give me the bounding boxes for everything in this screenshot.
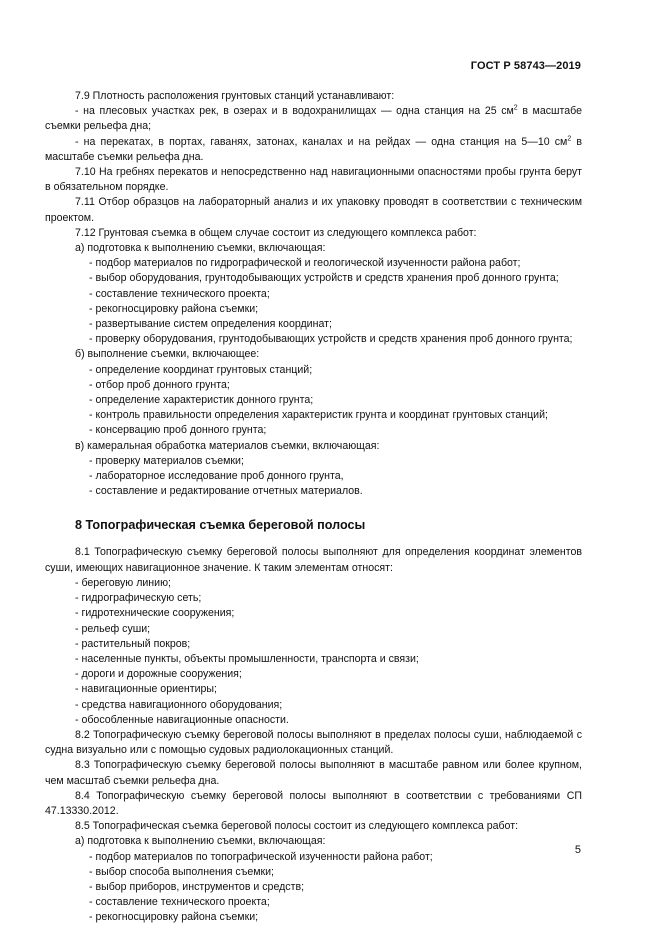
list-item: - развертывание систем определения координат; — [89, 318, 332, 331]
list-heading: а) подготовка к выполнению съемки, включающая: — [75, 835, 326, 848]
list-item: - определение координат грунтовых станций; — [89, 363, 313, 376]
list-item: - подбор материалов по гидрографической и геологической изученности района работ; — [89, 257, 521, 270]
paragraph-7-9: 7.9 Плотность расположения грунтовых станций устанавливают: — [75, 90, 395, 102]
list-item: - рекогносцировку района съемки; — [89, 302, 259, 315]
list-heading: б) выполнение съемки, включающее: — [75, 348, 260, 361]
list-item: - растительный покров; — [75, 637, 191, 650]
list-item: - на перекатах, в портах, гаванях, затонах, каналах и на рейдах — одна станция на 5—10 $см^2$ в масштабе съемки рельефа дна. — [45, 135, 583, 163]
list-item: - рекогносцировку района съемки; — [89, 911, 259, 924]
paragraph-8-2: 8.2 Топографическую съемку береговой полосы выполняют в пределах полосы суши, наблюдаемой с судна визуально или с помощью судовых радиолокационных станций. — [45, 728, 582, 757]
list-item: - определение характеристик донного грунта; — [89, 394, 314, 407]
list-item: - гидротехнические сооружения; — [75, 607, 235, 620]
list-item: - лабораторное исследование проб донного грунта, — [89, 470, 344, 483]
list-item: - составление технического проекта; — [89, 896, 270, 909]
list-item: - на плесовых участках рек, в озерах и в водохранилищах — одна станция на 25 $см^2$ в масштабе съемки рельефа дна; — [45, 104, 582, 133]
paragraph-7-12: 7.12 Грунтовая съемка в общем случае состоит из следующего комплекса работ: — [75, 226, 477, 239]
section-heading: 8 Топографическая съемка береговой полосы — [75, 518, 366, 533]
list-item: - дороги и дорожные сооружения; — [75, 668, 242, 681]
list-item: - проверку оборудования, грунтодобывающих устройств и средств хранения проб донного грунта; — [89, 333, 573, 346]
list-item: - проверку материалов съемки; — [89, 454, 244, 467]
paragraph-8-1: 8.1 Топографическую съемку береговой полосы выполняют для определения координат элементов суши, имеющих навигационное значение. К таким элементам относят: — [45, 546, 582, 574]
page-number: 5 — [574, 844, 581, 856]
paragraph-8-3: 8.3 Топографическую съемку береговой полосы выполняют в масштабе равном или более крупном, чем масштаб съемки рельефа дна. — [45, 759, 582, 787]
list-item: - рельеф суши; — [75, 622, 151, 635]
list-item: - составление технического проекта; — [89, 287, 270, 300]
list-heading: в) камеральная обработка материалов съемки, включающая: — [75, 439, 380, 452]
list-item: - средства навигационного оборудования; — [75, 698, 283, 711]
document-code-header: ГОСТ Р 58743—2019 — [470, 60, 581, 72]
list-item: - населенные пункты, объекты промышленности, транспорта и связи; — [75, 652, 419, 665]
paragraph-7-10: 7.10 На гребнях перекатов и непосредственно над навигационными опасностями пробы грунта берут в обязательном порядке. — [45, 166, 582, 194]
list-item: - консервацию проб донного грунта; — [89, 424, 267, 437]
page-body — [45, 89, 582, 926]
list-item: - отбор проб донного грунта; — [89, 378, 230, 391]
list-item: - навигационные ориентиры; — [75, 683, 217, 696]
list-heading: а) подготовка к выполнению съемки, включающая: — [75, 242, 326, 255]
list-item: - выбор способа выполнения съемки; — [89, 865, 274, 878]
paragraph-8-4: 8.4 Топографическую съемку береговой полосы выполняют в соответствии с требованиями СП 47.13330.2012. — [45, 789, 582, 817]
list-item: - гидрографическую сеть; — [75, 592, 202, 605]
list-item: - обособленные навигационные опасности. — [75, 713, 289, 726]
paragraph-7-11: 7.11 Отбор образцов на лабораторный анализ и их упаковку проводят в соответствии с техническим проектом. — [45, 196, 582, 224]
list-item: - выбор приборов, инструментов и средств; — [89, 880, 305, 893]
list-item: - подбор материалов по топографической изученности района работ; — [89, 850, 433, 863]
list-item: - береговую линию; — [75, 576, 171, 589]
paragraph-8-5: 8.5 Топографическая съемка береговой полосы состоит из следующего комплекса работ: — [75, 820, 519, 833]
list-item: - выбор оборудования, грунтодобывающих устройств и средств хранения проб донного грунта; — [89, 272, 559, 285]
list-item: - контроль правильности определения характеристик грунта и координат грунтовых станций; — [89, 409, 548, 422]
list-item: - составление и редактирование отчетных материалов. — [89, 485, 363, 498]
